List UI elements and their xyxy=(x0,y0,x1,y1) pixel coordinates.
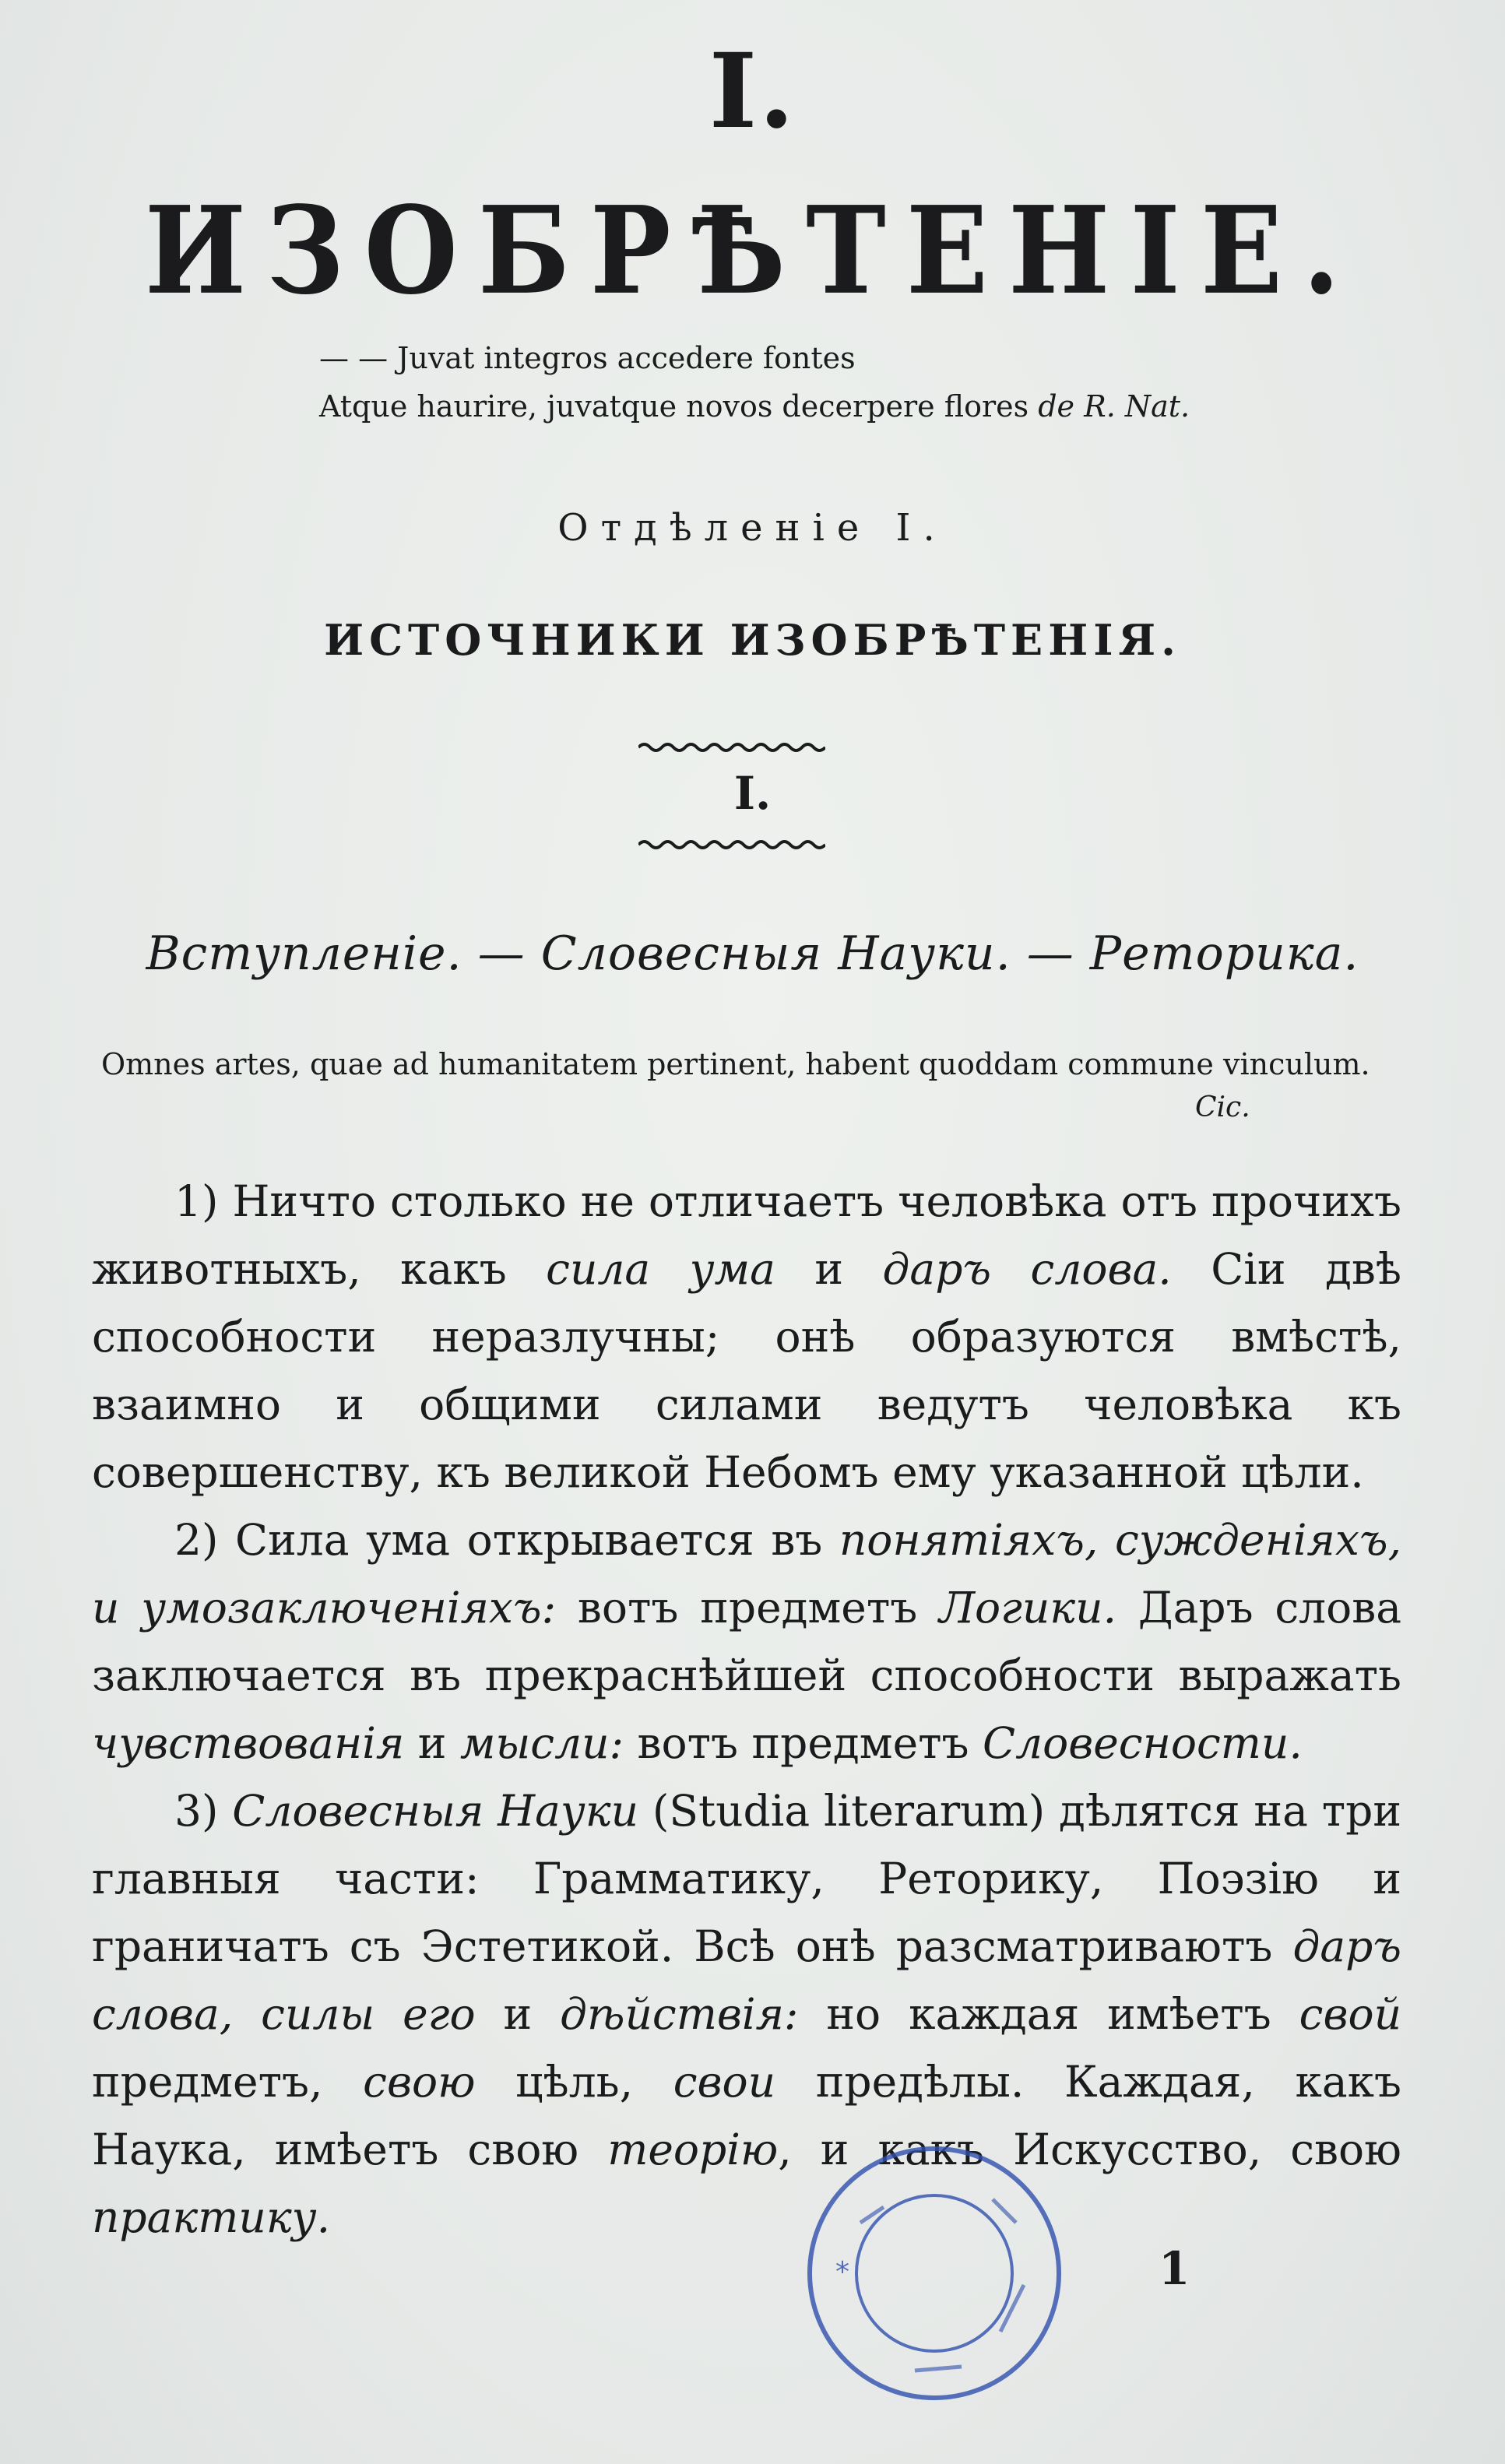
p3-text: и xyxy=(475,1989,561,2039)
p2-emph: понятіяхъ, сужденіяхъ, и умозаключеніяхъ: xyxy=(92,1515,1401,1633)
p2-text: вотъ предметъ xyxy=(624,1718,983,1768)
p3-text: (Studia literarum) дѣлятся на три главныя части: Грамматику, Реторику, Поэзію и граничатъ съ Эстетикой. Всѣ онѣ разсматриваютъ xyxy=(92,1786,1401,1971)
p2-emph: чувствованія xyxy=(92,1718,405,1768)
epigraph-source: de R. Nat. xyxy=(1038,389,1190,424)
section-title: ИСТОЧНИКИ ИЗОБРѢТЕНІЯ. xyxy=(324,615,1181,665)
p3-emph: свой xyxy=(1299,1989,1402,2039)
paragraph-2 xyxy=(92,1506,1401,1777)
p3-emph: даръ слова, силы его xyxy=(92,1921,1401,2039)
p1-text: 1) Ничто столько не отличаетъ человѣка отъ прочихъ животныхъ, какъ xyxy=(92,1176,1401,1294)
section-label: Отдѣленіе I. xyxy=(557,506,948,550)
svg-text:*: * xyxy=(835,2256,849,2288)
page-number: 1 xyxy=(1159,2242,1190,2295)
p1-text: Сіи двѣ способности неразлучны; онѣ образуются вмѣстѣ, взаимно и общими силами ведутъ человѣка къ совершенству, къ великой Небомъ ему указанной цѣли. xyxy=(92,1244,1402,1497)
chapter-numeral: I. xyxy=(709,31,796,152)
chapter-title: ИЗОБРѢТЕНІЕ. xyxy=(144,179,1361,322)
p2-text: и xyxy=(404,1718,460,1768)
epigraph-line-2-text: Atque haurire, juvatque novos decerpere flores xyxy=(319,389,1029,424)
paragraph-1 xyxy=(92,1168,1401,1506)
body-text xyxy=(92,1168,1401,2251)
p3-text: но каждая имѣетъ xyxy=(798,1989,1299,2039)
ornament-wavy-rule-top xyxy=(638,740,825,755)
ornament-wavy-rule-bottom xyxy=(638,837,825,852)
p2-emph: Словесности. xyxy=(983,1718,1303,1768)
p3-emph: дѣйствія: xyxy=(560,1989,799,2039)
p2-text: 2) Сила ума открывается въ xyxy=(174,1515,839,1565)
p3-text: предметъ, xyxy=(92,2057,364,2107)
p3-emph: свою xyxy=(363,2057,476,2107)
p3-text: предѣлы. Каждая, какъ Наука, имѣетъ свою xyxy=(92,2057,1401,2174)
p2-text: Даръ слова заключается въ прекраснѣйшей способности выражать xyxy=(92,1583,1401,1700)
subsection-subtitle: Вступленіе. — Словесныя Науки. — Реторика. xyxy=(146,926,1359,981)
subsection-numeral: I. xyxy=(733,767,772,820)
p3-text: , и какъ Искусство, свою xyxy=(778,2125,1401,2174)
library-stamp xyxy=(798,2137,1071,2410)
p3-text: 3) xyxy=(174,1786,233,1836)
p1-emph: сила ума xyxy=(546,1244,775,1294)
p1-text: и xyxy=(775,1244,883,1294)
p2-text: вотъ предметъ xyxy=(556,1583,940,1633)
p3-text: цѣль, xyxy=(475,2057,673,2107)
p1-emph: даръ слова. xyxy=(882,1244,1172,1294)
p3-emph: свои xyxy=(673,2057,776,2107)
p3-emph: Словесныя Науки xyxy=(232,1786,639,1836)
p3-emph: теорію xyxy=(607,2125,779,2174)
epigraph-line-2 xyxy=(319,389,1190,424)
epigraph-2-text: Omnes artes, quae ad humanitatem pertinent, habent quoddam commune vinculum. xyxy=(101,1047,1370,1081)
paragraph-3 xyxy=(92,1777,1401,2251)
p2-emph: мысли: xyxy=(459,1718,624,1768)
p2-emph: Логики. xyxy=(939,1583,1117,1633)
p3-emph: практику. xyxy=(92,2192,331,2242)
epigraph-2-source: Cic. xyxy=(1195,1091,1250,1123)
epigraph-line-1: — — Juvat integros accedere fontes xyxy=(319,341,856,375)
